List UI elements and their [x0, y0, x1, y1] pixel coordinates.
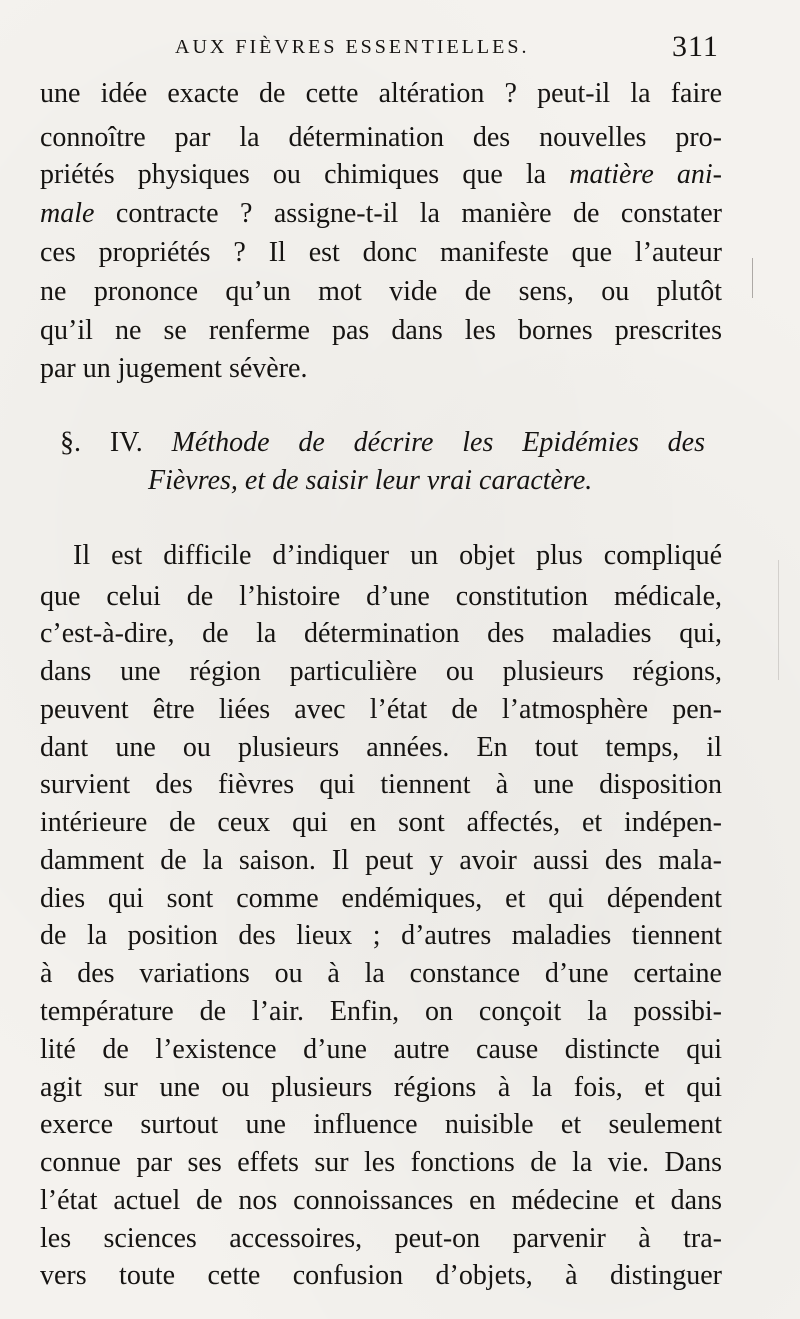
text-line: connue par ses effets sur les fonctions de la vie. Dans [40, 1147, 722, 1178]
text-line: ne prononce qu’un mot vide de sens, ou plutôt [40, 276, 722, 307]
text-line: lité de l’existence d’une autre cause distincte qui [40, 1034, 722, 1065]
text-line: survient des fièvres qui tiennent à une disposition [40, 769, 722, 800]
text-line: à des variations ou à la constance d’une certaine [40, 958, 722, 989]
text-line: male contracte ? assigne-t-il la manière de constater [40, 198, 722, 229]
italic-text: matière ani- [569, 159, 722, 190]
margin-mark [752, 258, 753, 298]
text-line: dies qui sont comme endémiques, et qui dépendent [40, 883, 722, 914]
page-number: 311 [672, 30, 719, 63]
text-line: qu’il ne se renferme pas dans les bornes prescrites [40, 315, 722, 346]
section-title-line2: Fièvres, et de saisir leur vrai caractère. [148, 465, 593, 496]
section-heading [60, 424, 705, 462]
margin-mark [778, 560, 779, 680]
text-line: vers toute cette confusion d’objets, à distinguer [40, 1260, 722, 1291]
text-line: c’est-à-dire, de la détermination des maladies qui, [40, 618, 722, 649]
text-line: dans une région particulière ou plusieurs régions, [40, 656, 722, 687]
text-line: température de l’air. Enfin, on conçoit la possibi- [40, 996, 722, 1027]
text-line: ces propriétés ? Il est donc manifeste que l’auteur [40, 237, 722, 268]
text-line: les sciences accessoires, peut-on parvenir à tra- [40, 1223, 722, 1254]
text-line: dant une ou plusieurs années. En tout temps, il [40, 732, 722, 763]
text-line: intérieure de ceux qui en sont affectés, et indépen- [40, 807, 722, 838]
text-line: l’état actuel de nos connoissances en médecine et dans [40, 1185, 722, 1216]
text-line: que celui de l’histoire d’une constitution médicale, [40, 581, 722, 612]
text-line: priétés physiques ou chimiques que la matière ani- [40, 159, 722, 190]
text-line: agit sur une ou plusieurs régions à la fois, et qui [40, 1072, 722, 1103]
running-head: AUX FIÈVRES ESSENTIELLES. [175, 36, 530, 58]
text-line: damment de la saison. Il peut y avoir aussi des mala- [40, 845, 722, 876]
italic-text: male [40, 198, 95, 229]
text-line: par un jugement sévère. [40, 353, 308, 384]
text-line: de la position des lieux ; d’autres maladies tiennent [40, 920, 722, 951]
text-line: peuvent être liées avec l’état de l’atmosphère pen- [40, 694, 722, 725]
section-title-line1: Méthode de décrire les Epidémies des [171, 427, 705, 458]
text-line: connoître par la détermination des nouvelles pro- [40, 122, 722, 153]
text-line: exerce surtout une influence nuisible et seulement [40, 1109, 722, 1140]
section-number: §. IV. [60, 427, 143, 458]
text-line: une idée exacte de cette altération ? peut-il la faire [40, 78, 722, 109]
text-line: Il est difficile d’indiquer un objet plus compliqué [73, 540, 722, 571]
